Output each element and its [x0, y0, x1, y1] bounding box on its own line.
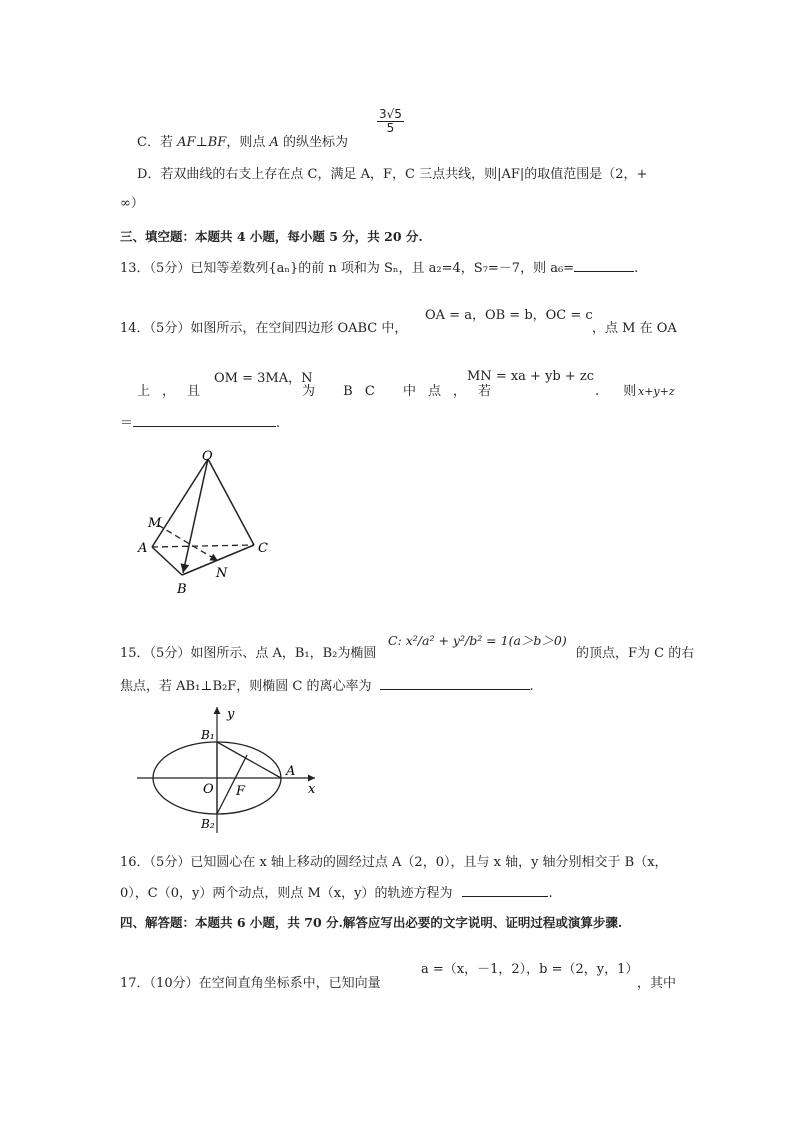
- edge-ac-dashed: [152, 545, 254, 547]
- label-y: y: [227, 707, 235, 722]
- option-d-line2: ∞）: [120, 196, 144, 211]
- equals-sign: ＝: [120, 416, 134, 431]
- answer-blank-13[interactable]: [574, 259, 634, 272]
- label-b: B: [177, 582, 187, 597]
- label-m: M: [148, 516, 162, 531]
- question-14-line1-post: ，点 M 在 OA: [592, 321, 677, 336]
- question-16-line2: [120, 884, 553, 903]
- fraction-denominator: 5: [386, 121, 395, 135]
- question-13-end: .: [634, 261, 639, 276]
- option-c-suffix: 的纵坐标为: [278, 135, 348, 150]
- vector-definitions: OA = a，OB = b，OC = c: [425, 308, 593, 323]
- question-15-line1-pre: 15．（5分）如图所示、点 A，B₁，B₂为椭圆: [120, 646, 377, 661]
- question-15-line2: [120, 677, 534, 696]
- label-b2: B₂: [201, 817, 215, 831]
- question-17-post: ，其中: [637, 976, 677, 991]
- option-c: [137, 134, 348, 152]
- vector-om: OM = 3MA，N: [214, 371, 313, 386]
- question-14-line3: [120, 414, 280, 433]
- label-a: A: [286, 764, 296, 779]
- answer-blank-16[interactable]: [462, 884, 548, 897]
- question-16-line2-text: 0），C（0，y）两个动点，则点 M（x，y）的轨迹方程为: [120, 886, 453, 901]
- question-17-pre: 17．（10分）在空间直角坐标系中，已知向量: [120, 976, 381, 991]
- tetrahedron-figure: [130, 445, 280, 600]
- question-16-line1: 16．（5分）已知圆心在 x 轴上移动的圆经过点 A（2，0），且与 x 轴，y 轴分别相交于 B（x，: [120, 855, 668, 870]
- label-b1: B₁: [201, 728, 215, 742]
- question-17-vectors: a =（x，－1，2），b =（2，y，1）: [421, 962, 639, 977]
- question-14-line2-b: 为 BC 中点，若: [302, 384, 504, 399]
- question-14-line2-c: . 则: [595, 384, 647, 399]
- edge-ab: [152, 547, 182, 575]
- label-o: O: [203, 782, 214, 797]
- question-13: [120, 259, 638, 278]
- label-f: F: [236, 784, 246, 799]
- edge-oc: [208, 459, 254, 545]
- answer-blank-15[interactable]: [380, 677, 530, 690]
- section-4-heading: 四、解答题：本题共 6 小题，共 70 分.解答应写出必要的文字说明、证明过程或演算步骤.: [120, 915, 623, 930]
- question-14-line1-pre: 14．（5分）如图所示，在空间四边形 OABC 中，: [120, 321, 408, 336]
- vector-mn-dashed: [158, 525, 218, 561]
- question-16-end: .: [548, 886, 553, 901]
- option-c-answer-fraction: [377, 108, 404, 135]
- ellipse-figure: [135, 703, 330, 838]
- question-15-end: .: [529, 679, 534, 694]
- option-c-mid: ，则点: [226, 135, 270, 150]
- option-d-line1: D．若双曲线的右支上存在点 C，满足 A，F，C 三点共线，则|AF|的取值范围是（2，+: [137, 167, 648, 182]
- question-14-end: .: [276, 416, 281, 431]
- label-x: x: [308, 782, 316, 797]
- question-15-line1-post: 的顶点，F为 C 的右: [576, 646, 695, 661]
- question-15-line2-text: 焦点，若 AB₁⊥B₂F，则椭圆 C 的离心率为: [120, 679, 372, 694]
- option-c-condition: AF⊥BF: [177, 135, 227, 150]
- edge-oa: [152, 459, 208, 547]
- ellipse-equation: C: x²/a² + y²/b² = 1(a＞b＞0): [388, 633, 567, 648]
- fraction-numerator: 3√5: [379, 107, 402, 121]
- question-14-line2-a: 上，且: [137, 384, 213, 399]
- option-c-point: A: [269, 135, 279, 150]
- vector-mn: MN = xa + yb + zc: [467, 369, 595, 384]
- question-13-text: 13．（5分）已知等差数列{aₙ}的前 n 项和为 Sₙ，且 a₂=4，S₇=－7，则 a₆=: [120, 261, 575, 276]
- option-c-prefix: C．若: [137, 135, 178, 150]
- label-n: N: [216, 566, 228, 581]
- label-c: C: [258, 541, 268, 556]
- question-14-xyz: x+y+z: [638, 385, 675, 398]
- vector-ob: [183, 459, 208, 573]
- section-3-heading: 三、填空题：本题共 4 小题，每小题 5 分，共 20 分.: [120, 229, 423, 244]
- label-o: O: [202, 449, 213, 464]
- label-a: A: [138, 541, 148, 556]
- answer-blank-14[interactable]: [133, 414, 276, 427]
